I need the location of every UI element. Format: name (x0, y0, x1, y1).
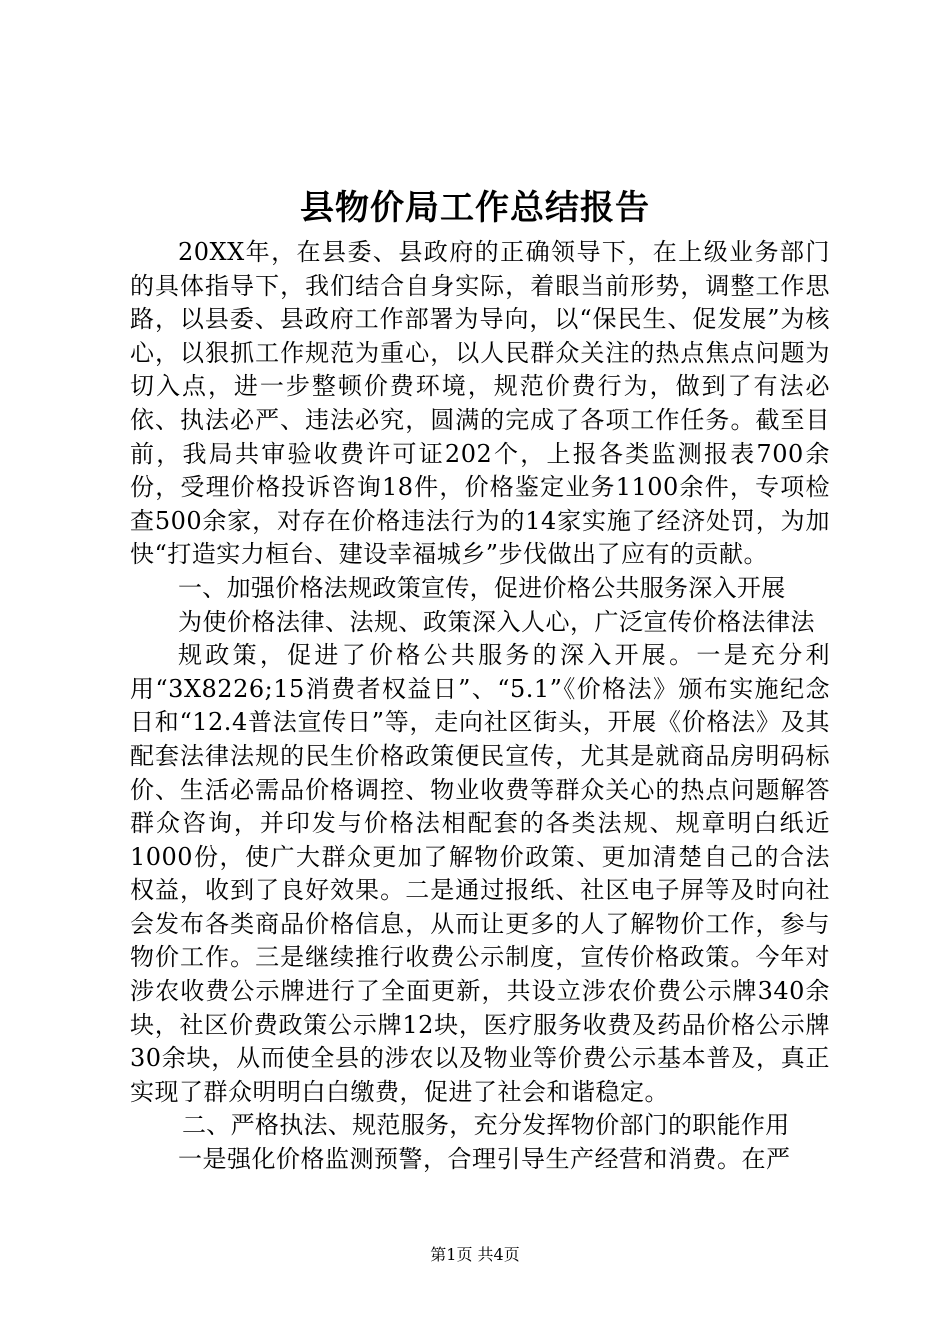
section-heading-1: 一、加强价格法规政策宣传，促进价格公共服务深入开展 (178, 573, 786, 602)
intro-paragraph: 20XX年，在县委、县政府的正确领导下，在上级业务部门的具体指导下，我们结合自身实际，着眼当前形势，调整工作思路，以县委、县政府工作部署为导向，以“保民生、促发展”为核心，以狠抓工作规范为重心，以人民群众关注的热点焦点问题为切入点，进一步整顿价费环境，规范价费行为，做到了有法必依、执法必严、违法必究，圆满的完成了各项工作任务。截至目前，我局共审验收费许可证202个，上报各类监测报表700余份，受理价格投诉咨询18件，价格鉴定业务1100余件，专项检查500余家，对存在价格违法行为的14家实施了经济处罚，为加快“打造实力桓台、建设幸福城乡”步伐做出了应有的贡献。 (130, 238, 830, 569)
section-2-paragraph-1: 一是强化价格监测预警，合理引导生产经营和消费。在严 (178, 1145, 791, 1174)
section-heading-2: 二、严格执法、规范服务，充分发挥物价部门的职能作用 (182, 1111, 790, 1140)
document-title: 县物价局工作总结报告 (300, 188, 650, 228)
document-body (130, 236, 830, 1177)
section-1-paragraph-2: 规政策，促进了价格公共服务的深入开展。一是充分利用“3X8226;15消费者权益日”、“5.1”《价格法》颁布实施纪念日和“12.4普法宣传日”等，走向社区街头，开展《价格法》及其配套法律法规的民生价格政策便民宣传，尤其是就商品房明码标价、生活必需品价格调控、物业收费等群众关心的热点问题解答群众咨询，并印发与价格法相配套的各类法规、规章明白纸近1000份，使广大群众更加了解物价政策、更加清楚自己的合法权益，收到了良好效果。二是通过报纸、社区电子屏等及时向社会发布各类商品价格信息，从而让更多的人了解物价工作，参与物价工作。三是继续推行收费公示制度，宣传价格政策。今年对涉农收费公示牌进行了全面更新，共设立涉农价费公示牌340余块，社区价费政策公示牌12块，医疗服务收费及药品价格公示牌30余块，从而使全县的涉农以及物业等价费公示基本普及，真正实现了群众明明白白缴费，促进了社会和谐稳定。 (130, 641, 830, 1106)
section-1-paragraph-1: 为使价格法律、法规、政策深入人心，广泛宣传价格法律法 (178, 607, 815, 636)
page-number-footer: 第1页 共4页 (430, 1245, 520, 1264)
